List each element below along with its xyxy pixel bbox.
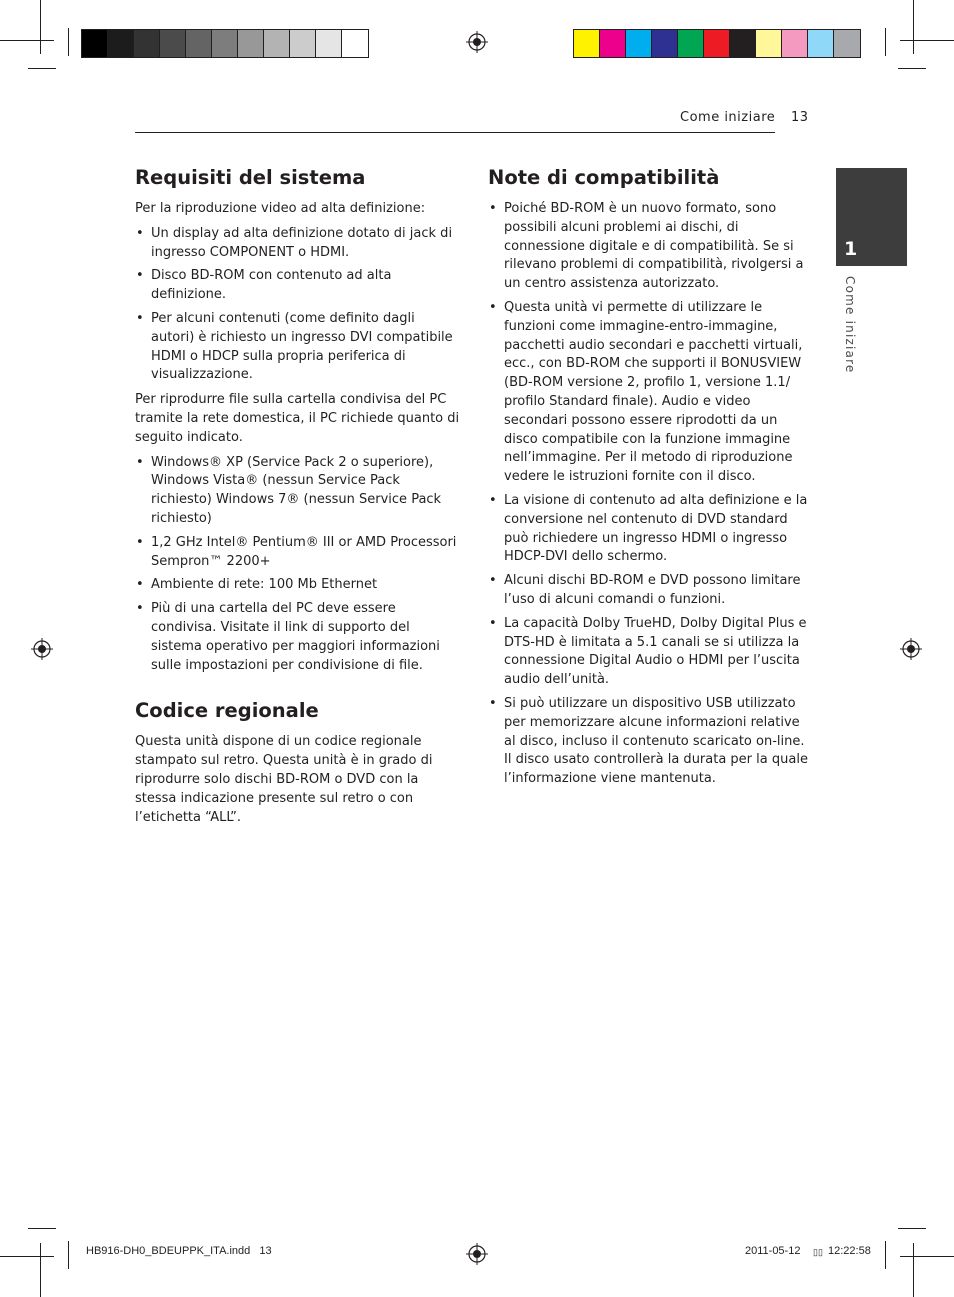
list-item: • La visione di contenuto ad alta definizione e la conversione nel contenuto di DVD standard può richiedere un ingresso HDMI o ingresso HDCP-DVI dello schermo. — [488, 492, 810, 567]
color-swatch — [626, 30, 652, 57]
section-title-system-requirements: Requisiti del sistema — [135, 166, 366, 189]
list-item: • Un display ad alta definizione dotato di jack di ingresso COMPONENT o HDMI. — [135, 225, 460, 263]
crop-mark — [28, 68, 56, 69]
list-item: • La capacità Dolby TrueHD, Dolby Digital Plus e DTS-HD è limitata a 5.1 canali se si utilizza la connessione Digital Audio o HDMI per l’uscita audio dell’unità. — [488, 615, 810, 690]
section-title-region-code: Codice regionale — [135, 699, 319, 723]
region-code-paragraph: Questa unità dispone di un codice regionale stampato sul retro. Questa unità è in grado di riprodurre solo dischi BD-ROM o DVD con la stessa indicazione presente sul retro o con l’etichetta “ALL”. — [135, 734, 433, 825]
list-item: • 1,2 GHz Intel® Pentium® III or AMD Processori Sempron™ 2200+ — [135, 534, 460, 572]
color-swatch — [212, 30, 238, 57]
crop-mark — [68, 1241, 69, 1269]
color-swatch — [342, 30, 368, 57]
color-swatch — [574, 30, 600, 57]
process-color-bar — [573, 29, 861, 58]
header-divider — [135, 132, 775, 133]
right-column — [488, 166, 810, 795]
crop-mark — [913, 0, 914, 54]
list-item: • Disco BD-ROM con contenuto ad alta definizione. — [135, 267, 460, 305]
registration-mark-icon — [466, 31, 488, 53]
color-swatch — [834, 30, 860, 57]
color-swatch — [808, 30, 834, 57]
list-item: • Poiché BD-ROM è un nuovo formato, sono possibili alcuni problemi ai dischi, di connessione digitale e di compatibilità. Se si rilevano problemi di compatibilità, rivolgersi a un centro assistenza autorizzato. — [488, 200, 810, 294]
color-swatch — [82, 30, 108, 57]
crop-mark — [0, 1256, 54, 1257]
color-swatch — [316, 30, 342, 57]
crop-mark — [900, 1256, 954, 1257]
list-item: • Più di una cartella del PC deve essere condivisa. Visitate il link di supporto del sistema operativo per maggiori informazioni sulle impostazioni per condivisione di file. — [135, 600, 460, 675]
registration-mark-icon — [900, 638, 922, 660]
color-swatch — [730, 30, 756, 57]
color-swatch — [134, 30, 160, 57]
color-swatch — [238, 30, 264, 57]
requirements-list-2 — [135, 454, 460, 676]
footer-time-marker: ▯▯ — [813, 1247, 823, 1257]
footer-filename: HB916-DH0_BDEUPPK_ITA.indd 13 — [86, 1245, 272, 1257]
crop-mark — [40, 1243, 41, 1297]
color-swatch — [264, 30, 290, 57]
chapter-tab-label: Come iniziare — [843, 276, 857, 374]
color-swatch — [704, 30, 730, 57]
crop-mark — [885, 28, 886, 56]
running-header-section: Come iniziare — [680, 110, 776, 125]
chapter-number: 1 — [844, 238, 858, 260]
crop-mark — [885, 1241, 886, 1269]
color-swatch — [678, 30, 704, 57]
page-number: 13 — [791, 110, 809, 125]
registration-mark-icon — [31, 638, 53, 660]
crop-mark — [898, 1228, 926, 1229]
left-column — [135, 166, 460, 833]
crop-mark — [898, 68, 926, 69]
color-swatch — [652, 30, 678, 57]
crop-mark — [28, 1228, 56, 1229]
list-item: • Si può utilizzare un dispositivo USB utilizzato per memorizzare alcune informazioni relative al disco, incluso il contenuto scaricato on-line. Il disco usato controllerà la durata per la quale l’informazione viene mantenuta. — [488, 695, 810, 789]
registration-mark-icon — [466, 1243, 488, 1265]
list-item: • Ambiente di rete: 100 Mb Ethernet — [135, 576, 460, 595]
list-item: • Questa unità vi permette di utilizzare le funzioni come immagine-entro-immagine, pacchetti audio secondari e pacchetti virtuali, ecc., con BD-ROM che supporti il BONUSVIEW (BD-ROM versione 2, profilo 1, versione 1.1/ profilo Standard finale). Audio e video secondari possono essere riprodotti da un disco compatibile con la funzione immagine nell’immagine. Per il metodo di riproduzione vedere le istruzioni fornite con il disco. — [488, 299, 810, 487]
color-swatch — [290, 30, 316, 57]
crop-mark — [913, 1243, 914, 1297]
list-item: • Per alcuni contenuti (come definito dagli autori) è richiesto un ingresso DVI compatibile HDMI o HDCP sulla propria periferica di visualizzazione. — [135, 310, 460, 385]
color-swatch — [756, 30, 782, 57]
color-swatch — [600, 30, 626, 57]
crop-mark — [0, 40, 54, 41]
color-swatch — [186, 30, 212, 57]
crop-mark — [68, 28, 69, 56]
list-item: • Alcuni dischi BD-ROM e DVD possono limitare l’uso di alcuni comandi o funzioni. — [488, 572, 810, 610]
crop-mark — [40, 0, 41, 54]
list-item: • Windows® XP (Service Pack 2 o superiore), Windows Vista® (nessun Service Pack richiesto) Windows 7® (nessun Service Pack richiesto) — [135, 454, 460, 529]
section-title-compatibility-notes: Note di compatibilità — [488, 166, 720, 189]
network-paragraph: Per riprodurre file sulla cartella condivisa del PC tramite la rete domestica, il PC richiede quanto di seguito indicato. — [135, 392, 460, 445]
color-swatch — [160, 30, 186, 57]
footer-date: 2011-05-12 — [745, 1245, 801, 1257]
compatibility-list — [488, 200, 810, 789]
color-swatch — [782, 30, 808, 57]
grayscale-color-bar — [81, 29, 369, 58]
crop-mark — [900, 40, 954, 41]
footer-time: 12:22:58 — [828, 1245, 871, 1257]
intro-paragraph: Per la riproduzione video ad alta definizione: — [135, 201, 426, 216]
color-swatch — [108, 30, 134, 57]
requirements-list-1 — [135, 225, 460, 385]
